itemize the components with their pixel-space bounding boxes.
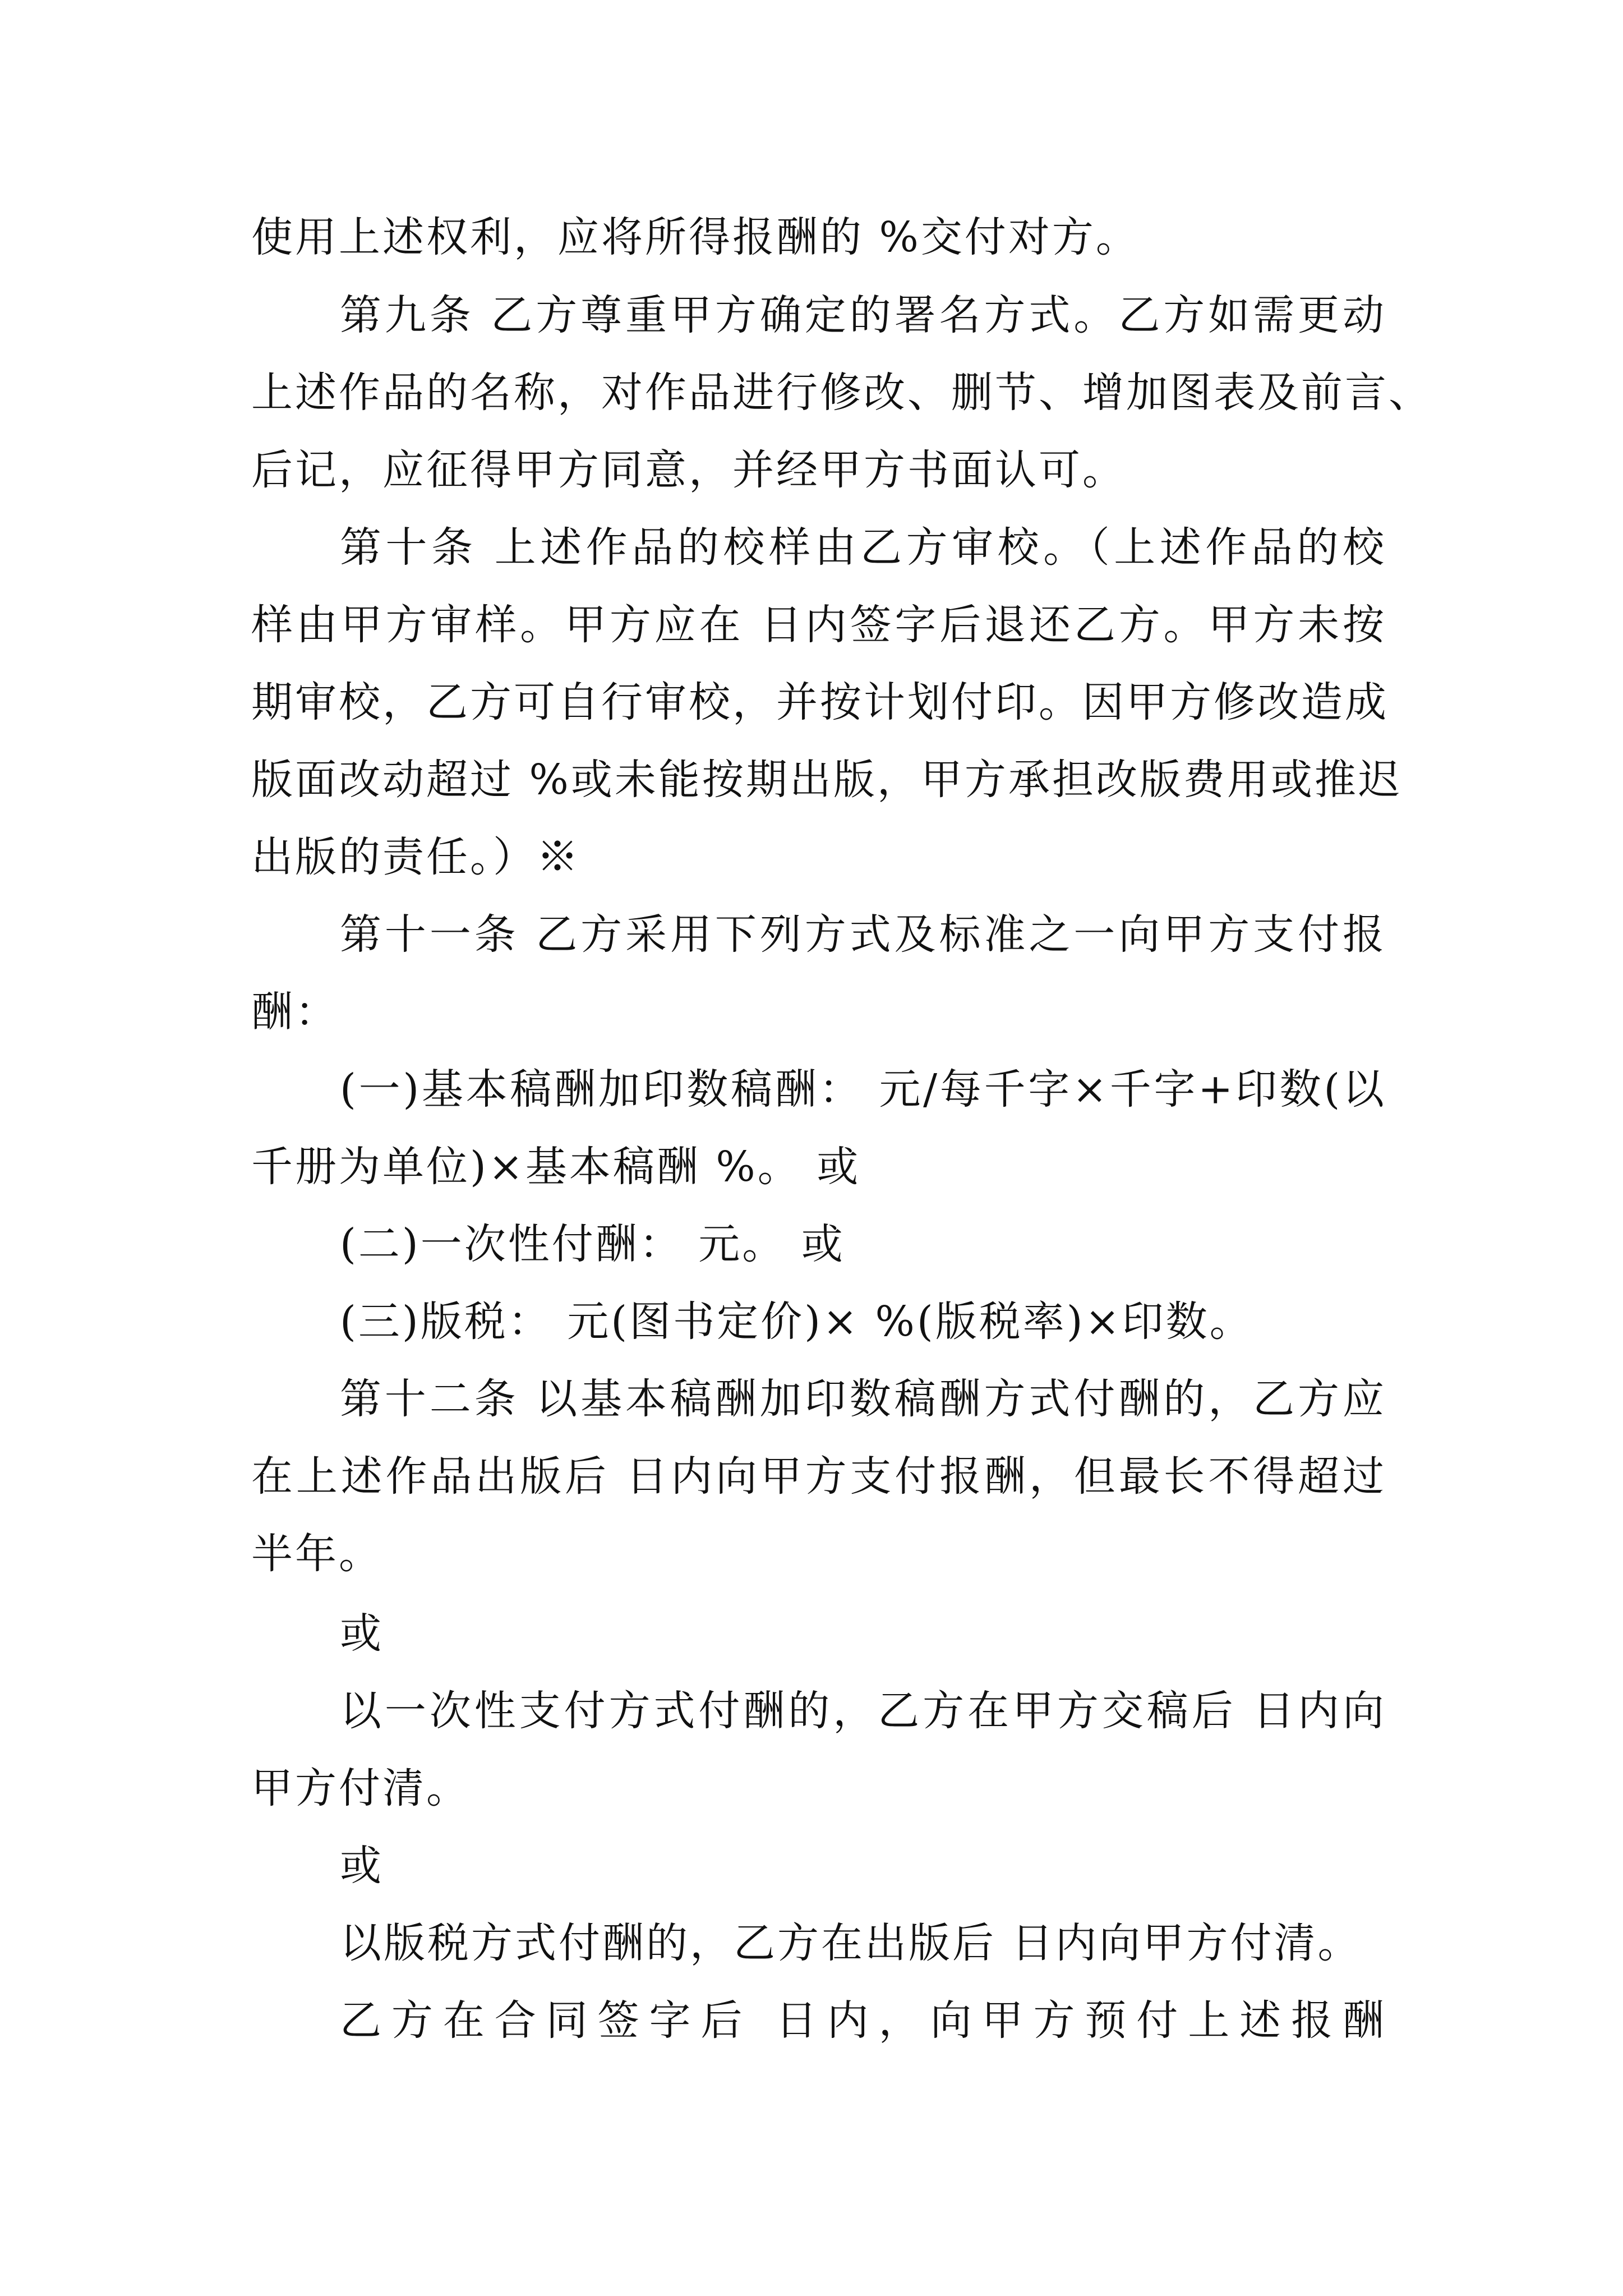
text-line: 期审校，乙方可自行审校，并按计划付印。因甲方修改造成 [251,678,1389,726]
text-line: (二)一次性付酬： 元。 或 [340,1220,845,1268]
text-line: 后记，应征得甲方同意，并经甲方书面认可。 [251,446,1126,494]
text-line: 乙方在合同签字后 日内，向甲方预付上述报酬 [340,1996,1386,2045]
text-line: 在上述作品出版后 日内向甲方支付报酬，但最长不得超过 [251,1452,1386,1501]
text-line: 第十一条 乙方采用下列方式及标准之一向甲方支付报 [340,910,1386,959]
text-line: 半年。 [251,1530,382,1578]
text-line: 或 [340,1609,384,1658]
text-line: (一)基本稿酬加印数稿酬： 元/每千字×千字+印数(以 [340,1065,1386,1114]
text-line: 以一次性支付方式付酬的，乙方在甲方交稿后 日内向 [340,1687,1386,1735]
text-line: (三)版税： 元(图书定价)× %(版税率)×印数。 [340,1297,1253,1346]
text-line: 第十二条 以基本稿酬加印数稿酬方式付酬的，乙方应 [340,1375,1386,1423]
text-line: 使用上述权利，应将所得报酬的 %交付对方。 [251,213,1140,261]
text-line: 千册为单位)×基本稿酬 %。 或 [251,1143,861,1191]
text-line: 或 [340,1842,384,1890]
text-line: 第九条 乙方尊重甲方确定的署名方式。乙方如需更动 [340,291,1386,339]
text-line: 版面改动超过 %或未能按期出版，甲方承担改版费用或推迟 [251,756,1402,804]
text-line: 以版税方式付酬的，乙方在出版后 日内向甲方付清。 [340,1919,1362,1967]
text-line: 酬： [251,988,339,1036]
text-line: 第十条 上述作品的校样由乙方审校。（上述作品的校 [340,523,1386,572]
text-line: 样由甲方审样。甲方应在 日内签字后退还乙方。甲方未按 [251,601,1386,649]
text-line: 上述作品的名称，对作品进行修改、删节、增加图表及前言、 [251,369,1432,417]
text-line: 甲方付清。 [251,1764,470,1812]
text-line: 出版的责任。）※ [251,833,580,881]
